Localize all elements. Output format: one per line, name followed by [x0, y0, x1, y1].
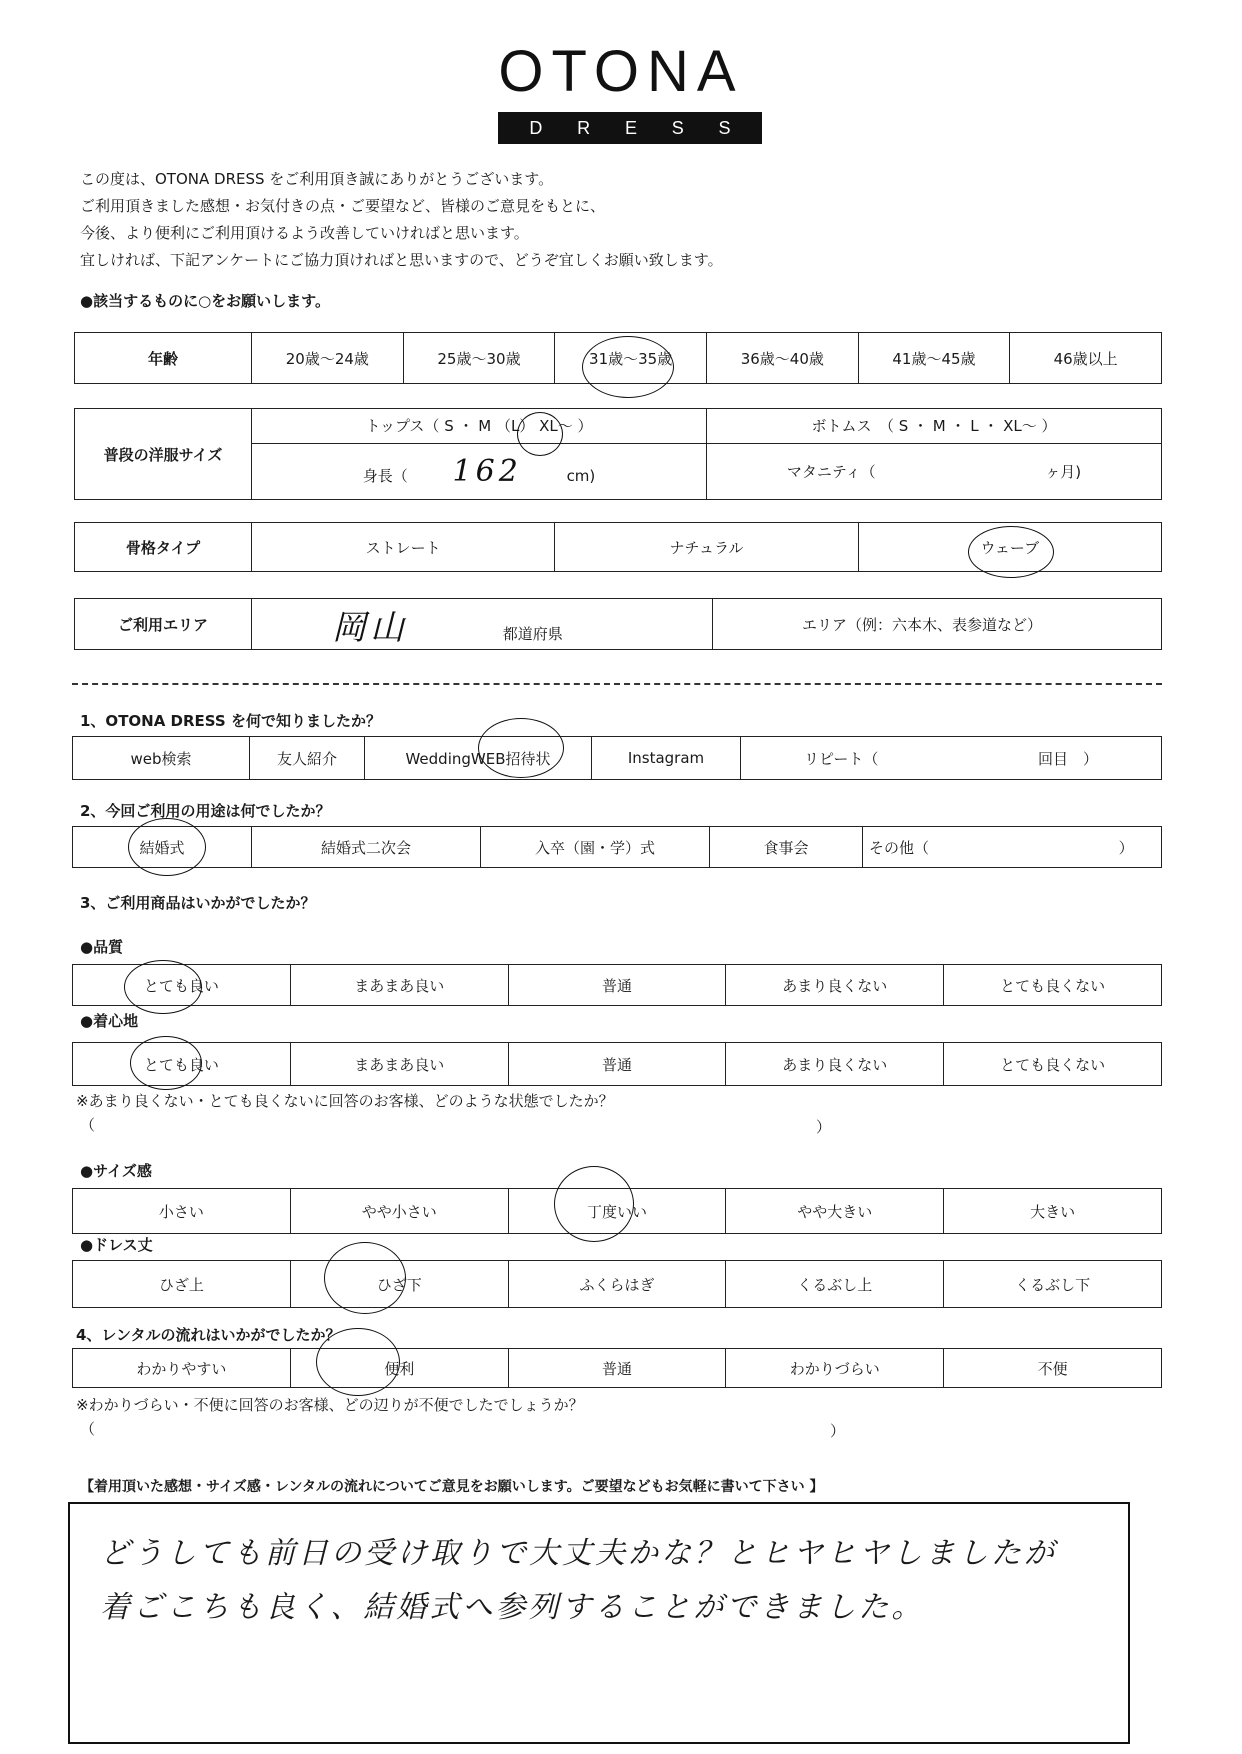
q1-option[interactable]: Instagram [592, 737, 741, 780]
q1-option[interactable]: 友人紹介 [250, 737, 365, 780]
comfort-option[interactable]: とても良い [73, 1043, 291, 1086]
comfort-option[interactable]: あまり良くない [726, 1043, 944, 1086]
q4-note-paren-close: ） [830, 1422, 846, 1440]
body-type-option[interactable]: ウェーブ [858, 523, 1161, 572]
q2-other-suffix: ） [1118, 838, 1134, 857]
q1-repeat-prefix: リピート（ [804, 749, 879, 768]
quality-option[interactable]: とても良い [73, 965, 291, 1006]
area-label: ご利用エリア [75, 599, 252, 650]
age-option[interactable]: 25歳～30歳 [403, 333, 555, 384]
q4-table [72, 1348, 1162, 1388]
quality-option[interactable]: あまり良くない [726, 965, 944, 1006]
q2-table [72, 826, 1162, 868]
quality-option[interactable]: とても良くない [944, 965, 1162, 1006]
age-option[interactable]: 46歳以上 [1010, 333, 1162, 384]
q1-repeat-suffix: 回目 ） [1037, 749, 1098, 768]
maternity-field[interactable] [707, 443, 1162, 499]
logo-letter: D [529, 117, 543, 138]
tops-size-field[interactable]: トップス（ S ・ M （L） XL～ ） [252, 409, 707, 444]
prefecture-field[interactable] [252, 599, 713, 650]
instruction-heading: ●該当するものに○をお願いします。 [80, 292, 330, 310]
q4-option[interactable]: 普通 [508, 1349, 726, 1388]
body-type-table [74, 522, 1162, 572]
maternity-suffix: ヶ月) [1045, 462, 1082, 481]
q2-option[interactable]: 結婚式二次会 [252, 827, 481, 868]
comfort-label: ●着心地 [80, 1012, 139, 1030]
length-option[interactable]: ふくらはぎ [508, 1261, 726, 1308]
comfort-table [72, 1042, 1162, 1086]
comfort-option[interactable]: まあまあ良い [290, 1043, 508, 1086]
age-label: 年齢 [75, 333, 252, 384]
age-option[interactable]: 20歳～24歳 [252, 333, 404, 384]
quality-option[interactable]: まあまあ良い [290, 965, 508, 1006]
comfort-note: ※あまり良くない・とても良くないに回答のお客様、どのような状態でしたか？ [76, 1092, 614, 1110]
q2-option[interactable]: 入卒（園・学）式 [481, 827, 710, 868]
comment-line: どうしても前日の受け取りで大丈夫かな？とヒヤヒヤしましたが [100, 1536, 1057, 1571]
comfort-note-paren-open: （ [80, 1116, 96, 1134]
intro-line: この度は、OTONA DRESS をご利用頂き誠にありがとうございます。 [80, 170, 554, 188]
area-table [74, 598, 1162, 650]
fit-option[interactable]: やや小さい [290, 1189, 508, 1234]
section-divider [72, 683, 1162, 685]
q1-title: 1、OTONA DRESS を何で知りましたか？ [80, 712, 381, 730]
comments-box[interactable] [68, 1502, 1130, 1744]
q4-option[interactable]: わかりやすい [73, 1349, 291, 1388]
q1-table [72, 736, 1162, 780]
q1-option[interactable]: WeddingWEB招待状 [365, 737, 592, 780]
q4-option[interactable]: わかりづらい [726, 1349, 944, 1388]
logo-letter: S [671, 117, 684, 138]
prefecture-value: 岡山 [332, 607, 408, 648]
q4-option[interactable]: 便利 [290, 1349, 508, 1388]
comfort-option[interactable]: 普通 [508, 1043, 726, 1086]
height-prefix: 身長（ [362, 466, 408, 485]
length-option[interactable]: ひざ上 [73, 1261, 291, 1308]
area-field[interactable]: エリア（例：六本木、表参道など） [713, 599, 1162, 650]
size-table [74, 408, 1162, 500]
comments-title: 【着用頂いた感想・サイズ感・レンタルの流れについてご意見をお願いします。ご要望などもお気軽に書いて下さい 】 [80, 1479, 824, 1495]
age-option[interactable]: 36歳～40歳 [706, 333, 858, 384]
age-option[interactable]: 31歳～35歳 [555, 333, 707, 384]
q4-note-paren-open: （ [80, 1420, 96, 1438]
prefecture-label: 都道府県 [502, 624, 563, 643]
q1-option[interactable]: web検索 [73, 737, 250, 780]
length-table [72, 1260, 1162, 1308]
q2-other-prefix: その他（ [869, 838, 930, 857]
q4-note: ※わかりづらい・不便に回答のお客様、どの辺りが不便でしたでしょうか？ [76, 1396, 584, 1414]
q4-option[interactable]: 不便 [944, 1349, 1162, 1388]
fit-table [72, 1188, 1162, 1234]
intro-line: ご利用頂きました感想・お気付きの点・ご要望など、皆様のご意見をもとに、 [80, 197, 606, 215]
logo-letter: R [577, 117, 591, 138]
length-option[interactable]: くるぶし下 [944, 1261, 1162, 1308]
bottoms-size-field[interactable]: ボトムス （ S ・ M ・ L ・ XL～ ） [707, 409, 1162, 444]
logo-wordmark: OTONA [498, 39, 744, 104]
fit-option[interactable]: 丁度いい [508, 1189, 726, 1234]
body-type-option[interactable]: ストレート [252, 523, 555, 572]
q2-other-field[interactable] [863, 827, 1162, 868]
height-value: 162 [452, 453, 522, 489]
length-option[interactable]: くるぶし上 [726, 1261, 944, 1308]
fit-option[interactable]: 大きい [944, 1189, 1162, 1234]
quality-option[interactable]: 普通 [508, 965, 726, 1006]
intro-line: 今後、より便利にご利用頂けるよう改善していければと思います。 [80, 224, 529, 242]
quality-label: ●品質 [80, 938, 124, 956]
age-option[interactable]: 41歳～45歳 [858, 333, 1010, 384]
quality-table [72, 964, 1162, 1006]
body-type-option[interactable]: ナチュラル [555, 523, 858, 572]
comfort-note-paren-close: ） [816, 1118, 832, 1136]
height-suffix: cm) [566, 466, 596, 485]
intro-text [80, 166, 723, 274]
length-option[interactable]: ひざ下 [290, 1261, 508, 1308]
height-field[interactable] [252, 443, 707, 499]
q4-title: 4、レンタルの流れはいかがでしたか？ [76, 1326, 341, 1344]
body-type-label: 骨格タイプ [75, 523, 252, 572]
q1-repeat-field[interactable] [741, 737, 1162, 780]
maternity-prefix: マタニティ（ [786, 462, 876, 481]
comment-line: 着ごこちも良く、結婚式へ参列することができました。 [100, 1590, 925, 1625]
q3-title: 3、ご利用商品はいかがでしたか？ [80, 894, 316, 912]
comfort-option[interactable]: とても良くない [944, 1043, 1162, 1086]
age-table [74, 332, 1162, 384]
intro-line: 宜しければ、下記アンケートにご協力頂ければと思いますので、どうぞ宜しくお願い致します。 [80, 251, 723, 269]
q2-option[interactable]: 食事会 [710, 827, 863, 868]
logo-dress-bar [498, 112, 762, 144]
fit-option[interactable]: やや大きい [726, 1189, 944, 1234]
q2-option[interactable]: 結婚式 [73, 827, 252, 868]
size-label: 普段の洋服サイズ [75, 409, 252, 500]
logo-letter: S [718, 117, 731, 138]
q2-title: 2、今回ご利用の用途は何でしたか？ [80, 802, 331, 820]
fit-option[interactable]: 小さい [73, 1189, 291, 1234]
length-label: ●ドレス丈 [80, 1236, 153, 1254]
logo-letter: E [624, 117, 637, 138]
fit-label: ●サイズ感 [80, 1162, 152, 1180]
